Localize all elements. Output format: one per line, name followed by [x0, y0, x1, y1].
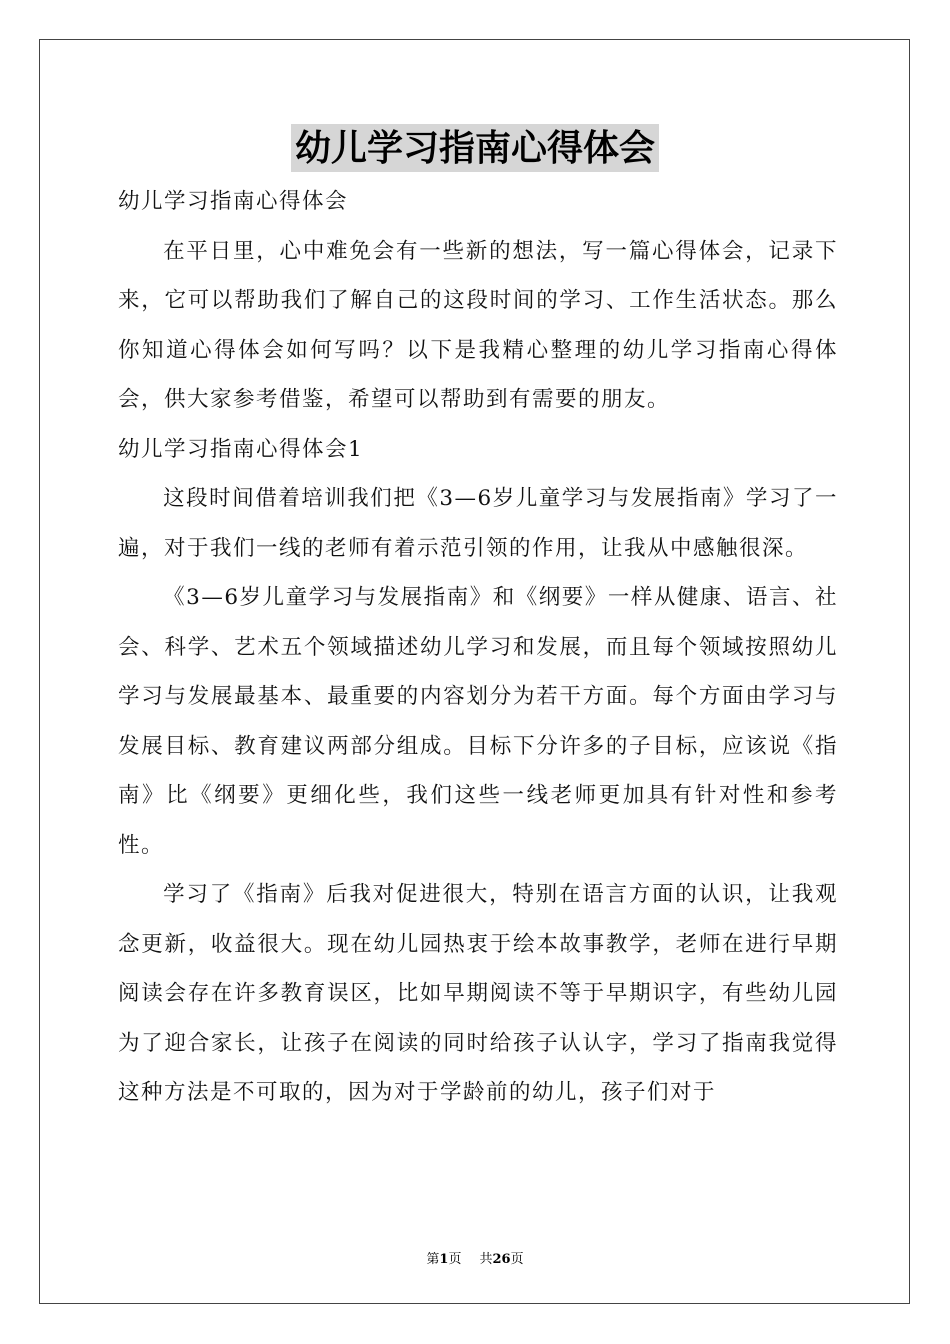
body-paragraph: 这段时间借着培训我们把《3—6岁儿童学习与发展指南》学习了一遍，对于我们一线的老师有着示范引领的作用，让我从中感触很深。 — [118, 486, 838, 561]
document-title: 幼儿学习指南心得体会 — [291, 124, 659, 172]
section-heading: 幼儿学习指南心得体会 — [118, 189, 349, 214]
footer-total-suffix: 页 — [510, 1252, 524, 1267]
section-heading: 幼儿学习指南心得体会1 — [118, 436, 364, 462]
body-paragraph: 《3—6岁儿童学习与发展指南》和《纲要》一样从健康、语言、社会、科学、艺术五个领域描述幼儿学习和发展，而且每个领域按照幼儿学习与发展最基本、最重要的内容划分为若干方面。每个方面由学习与发展目标、教育建议两部分组成。目标下分许多的子目标，应该说《指南》比《纲要》更细化些，我们这些一线老师更加具有针对性和参考性。 — [118, 585, 838, 858]
footer-page-suffix: 页 — [448, 1252, 462, 1267]
footer-total-prefix: 共 — [479, 1252, 493, 1267]
body-paragraph: 在平日里，心中难免会有一些新的想法，写一篇心得体会，记录下来，它可以帮助我们了解自己的这段时间的学习、工作生活状态。那么你知道心得体会如何写吗？以下是我精心整理的幼儿学习指南心得体会，供大家参考借鉴，希望可以帮助到有需要的朋友。 — [118, 238, 838, 412]
title-container — [0, 124, 950, 172]
footer-prefix: 第 — [426, 1252, 440, 1267]
current-page-number: 1 — [439, 1252, 449, 1267]
page-footer — [0, 1248, 950, 1267]
body-paragraph: 学习了《指南》后我对促进很大，特别在语言方面的认识，让我观念更新，收益很大。现在幼儿园热衷于绘本故事教学，老师在进行早期阅读会存在许多教育误区，比如早期阅读不等于早期识字，有些幼儿园为了迎合家长，让孩子在阅读的同时给孩子认认字，学习了指南我觉得这种方法是不可取的，因为对于学龄前的幼儿，孩子们对于 — [118, 882, 838, 1105]
document-body — [118, 177, 838, 1118]
total-page-count: 26 — [492, 1252, 511, 1267]
